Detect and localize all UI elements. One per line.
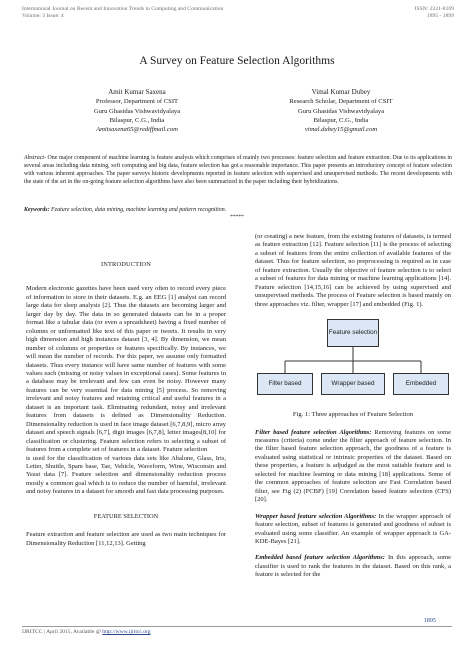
issn: ISSN: 2321-8169 xyxy=(414,6,454,12)
footer xyxy=(22,629,151,635)
fig-box-filter-based: Filter based xyxy=(257,373,313,395)
author-name: Amit Kumar Saxena xyxy=(108,88,166,96)
paper-title: A Survey on Feature Selection Algorithms xyxy=(139,55,335,67)
wrapper-text: In the wrapper approach of feature selection, subset of features is generated and goodness of subset is evaluated using some classifier. An example of wrapper approach is GA-KDE-Bayes [21]. xyxy=(255,512,451,545)
running-header xyxy=(22,6,454,26)
footer-prefix: IJRITCC | April 2015, Available @ xyxy=(22,629,103,635)
keywords xyxy=(24,206,452,214)
author-1 xyxy=(52,88,222,134)
right-paragraph-1: (or creating) a new feature, from the existing features of datasets, is termed as feature extraction [12]. Feature selection [11] is the process of selecting a subset of features from the entire collection of available features of the dataset. Thus for feature selection, no preprocessing is required as in case of feature extraction. Usually the objective of feature selection is to select a subset of features for data mining or machine learning applications [14]. Feature selection [14,15,16] can be achieved by using supervised and unsupervised methods. The process of Feature selection is based mainly on three approaches viz. filter, wrapper [17] and embedded (Fig. 1). xyxy=(255,233,451,308)
keywords-label: Keywords: xyxy=(24,207,50,213)
keywords-text: Feature selection, data mining, machine learning and pattern recognition. xyxy=(49,207,227,213)
author-name: Vimal Kumar Dubey xyxy=(311,88,371,96)
fig-box-feature-selection: Feature selection xyxy=(327,319,379,347)
figure-1 xyxy=(255,309,451,411)
separator: ***** xyxy=(230,214,244,220)
filter-text: Removing features on some measures (criteria) come under the filter approach of feature selection. In the filter based feature selection approach, the goodness of a feature is evaluated using statistical or intrinsic properties of the dataset. Based on these properties, a feature is adjudged as the most suitable feature and is selected for machine learning or data mining [18] applications. Some of the common approaches of feature selection are Fast Correlation based filter, see Fig (2) (FCBF) [19] Correlation based feature selection (CFS) [20]. xyxy=(255,428,451,504)
author-institution: Guru Ghasidas Vishwavidyalaya xyxy=(297,107,385,115)
embedded-paragraph xyxy=(255,554,451,579)
intro-paragraph-2: is used for the classification of various data sets like Abalone, Glass, Iris, Letter, Shuttle, Spam base, Tae, Vehicle, Waveform, Wine, Wisconsin and Yeast data [7]. Feature selection and dimensionality reduction process mostly a common goal which is to reduce the number of harmful, irrelevant and noisy features in a dataset for smooth and fast data processing purposes. xyxy=(26,454,226,496)
left-column xyxy=(26,229,226,548)
wrapper-label: Wrapper based feature selection Algorithms: xyxy=(255,512,377,520)
author-institution: Guru Ghasidas Vishwavidyalaya xyxy=(93,107,181,115)
author-2 xyxy=(256,88,426,134)
volume-issue: Volume: 3 Issue: 4 xyxy=(22,13,64,19)
author-email: vimal.dubey15@gmail.com xyxy=(304,126,378,134)
author-email: Amitsaxena65@rediffmail.com xyxy=(96,126,178,134)
fig-box-embedded: Embedded xyxy=(393,373,449,395)
right-column xyxy=(255,233,451,580)
section-heading-introduction: INTRODUCTION xyxy=(100,261,152,268)
author-location: Bilaspur, C.G., India xyxy=(109,116,165,124)
abstract-text: One major component of machine learning is feature analysis which comprises of mainly two processes: feature selection and feature extraction. Due to its applications in several areas including data mining, soft computing and big data, feature selection has got a reasonable importance. This paper presents an introductory concept of feature selection with various inherent approaches. The paper surveys historic developments reported in feature selection with supervised and unsupervised methods. The recent developments with the state of the art in the on-going feature selection algorithms have also been summarized in the paper including their hybridizations. xyxy=(24,155,452,186)
fs-paragraph-1: Feature extraction and feature selection are used as two main techniques for Dimensionality Reduction [11,12,13]. Getting xyxy=(26,531,226,547)
embedded-text: In this approach, some classifier is used to rank the features in the dataset. Based on this rank, a feature is selected for the xyxy=(255,554,451,579)
footer-link[interactable]: http://www.ijritcc.org xyxy=(102,629,151,635)
author-role: Research Scholar, Department of CSIT xyxy=(289,98,393,106)
author-location: Bilaspur, C.G., India xyxy=(313,116,369,124)
section-heading-feature-selection: FEATURE SELECTION xyxy=(93,512,159,520)
footer-divider xyxy=(22,626,452,627)
intro-paragraph-1: Modern electronic gazettes have been used very often to record every piece of information to store in their datasets. E.g. an EEG [1] analyst can record large data for sleep analysis [2]. Thus the datasets are becoming larger and larger day by day. The data in so generated datasets can be in a proper format like a tabular data (or even a spreadsheet) having a fixed number of columns or unformatted like text of this paper or tweets. It results in very high dimension and high instances dataset [3, 4]. By dimension, we mean number of columns or properties or features specifically. By instances, we will mean the number of records. For this paper, we assume only formatted datasets. Thus every instance will have same number of features with some values each (missing or noisy values in exceptional cases). Some features in a database may be irrelevant and few can even be noisy. However many features can be very essential for data mining [5] process. So removing irrelevant and noisy features and retaining critical and useful features in a dataset is an important task. Eliminating redundant, noisy and irrelevant features from datasets is defined as Dimensionality Reduction. Dimensionality reduction is used in face image dataset [6,7,8,9], micro array dataset and speech signals [6,7], digit images [6,7,8], letter images[8,10] for classification or clustering. Feature selection refers to selecting a subset of features from a complete set of features in a dataset. Feature selection xyxy=(26,285,226,454)
page-number: 1895 xyxy=(423,617,436,624)
page-range: 1895 - 1899 xyxy=(426,13,454,19)
wrapper-paragraph xyxy=(255,513,451,547)
journal-name: International Journal on Recent and Innovation Trends in Computing and Communication xyxy=(22,6,224,12)
figure-caption: Fig. 1: Three approaches of Feature Selection xyxy=(292,411,414,419)
filter-label: Filter based feature selection Algorithms: xyxy=(255,428,372,436)
fig-box-wrapper-based: Wrapper based xyxy=(321,373,385,395)
abstract xyxy=(24,154,452,186)
embedded-label: Embedded based feature selection Algorithms: xyxy=(255,554,385,562)
author-role: Professor, Department of CSIT xyxy=(95,98,179,106)
abstract-label: Abstract- xyxy=(24,155,46,161)
filter-paragraph xyxy=(255,429,451,505)
